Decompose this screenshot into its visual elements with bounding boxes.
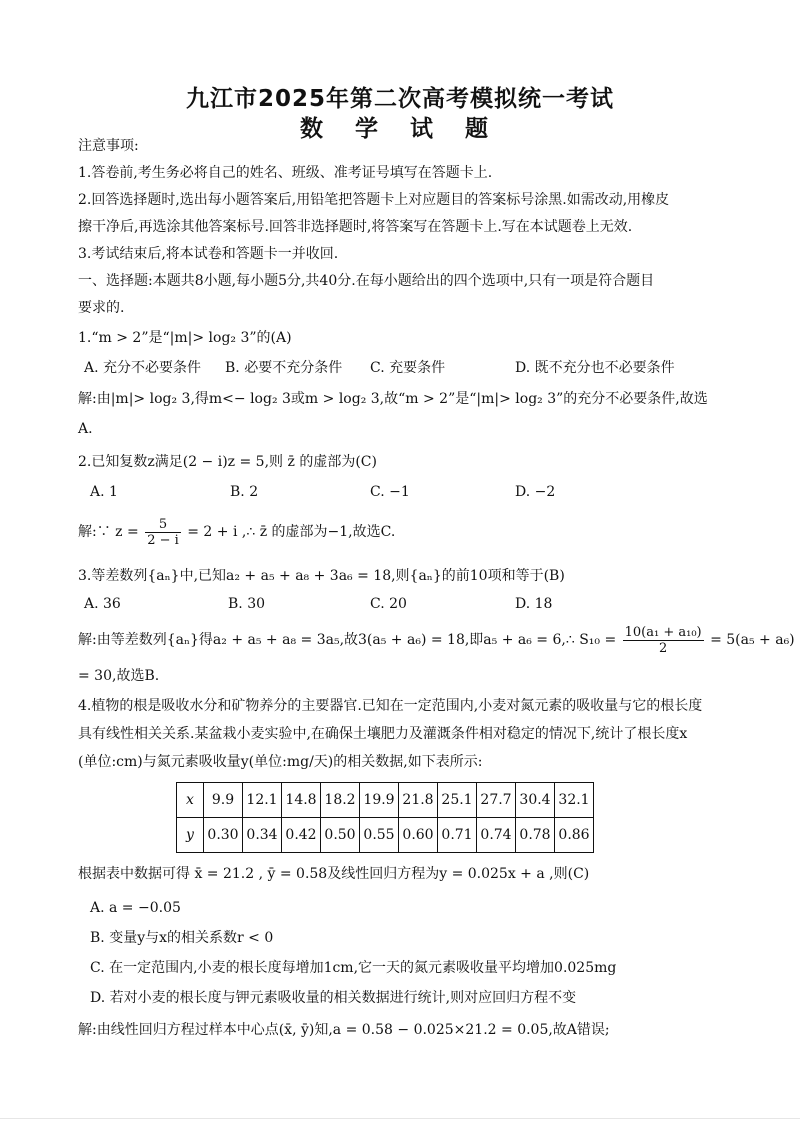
q1-option-c: C. 充要条件 bbox=[370, 360, 446, 376]
table-cell: 19.9 bbox=[360, 783, 399, 818]
table-cell: 0.55 bbox=[360, 818, 399, 853]
q3-option-d: D. 18 bbox=[515, 596, 553, 612]
table-cell: 0.78 bbox=[516, 818, 555, 853]
table-cell: 18.2 bbox=[321, 783, 360, 818]
q2-option-d: D. −2 bbox=[515, 484, 556, 500]
q3-fraction-denominator: 2 bbox=[658, 640, 668, 656]
q2-solution bbox=[78, 514, 395, 550]
table-cell: 14.8 bbox=[282, 783, 321, 818]
q4-solution: 解:由线性回归方程过样本中心点(x̄, ȳ)知,a = 0.58 − 0.025×21.2 = 0.05,故A错误; bbox=[78, 1022, 610, 1038]
q1-solution-line-2: A. bbox=[78, 421, 93, 437]
exam-title: 九江市2025年第二次高考模拟统一考试 bbox=[185, 86, 614, 112]
q4-stem-line-3: (单位:cm)与氮元素吸收量y(单位:mg/天)的相关数据,如下表所示: bbox=[78, 754, 483, 770]
table-cell: 0.74 bbox=[477, 818, 516, 853]
table-cell: 27.7 bbox=[477, 783, 516, 818]
table-row-x bbox=[177, 783, 594, 818]
q2-fraction-denominator: 2 − i bbox=[147, 532, 179, 548]
q4-option-a: A. a = −0.05 bbox=[90, 900, 181, 916]
notice-item-3: 3.考试结束后,将本试卷和答题卡一并收回. bbox=[78, 246, 339, 262]
table-cell: 9.9 bbox=[204, 783, 243, 818]
table-cell: 21.8 bbox=[399, 783, 438, 818]
q4-data-table bbox=[176, 782, 594, 853]
table-row-y bbox=[177, 818, 594, 853]
q2-solution-prefix: 解:∵ z = bbox=[78, 524, 139, 540]
table-cell: 0.30 bbox=[204, 818, 243, 853]
q2-fraction-numerator: 5 bbox=[145, 517, 181, 533]
table-cell: 0.34 bbox=[243, 818, 282, 853]
q3-solution-line-2: = 30,故选B. bbox=[78, 668, 160, 684]
q3-solution-suffix: = 5(a₅ + a₆) bbox=[710, 632, 795, 648]
notice-item-1: 1.答卷前,考生务必将自己的姓名、班级、准考证号填写在答题卡上. bbox=[78, 165, 493, 181]
table-cell: 0.42 bbox=[282, 818, 321, 853]
table-cell: 32.1 bbox=[555, 783, 594, 818]
q4-stem-line-1: 4.植物的根是吸收水分和矿物养分的主要器官.已知在一定范围内,小麦对氮元素的吸收量与它的根长度 bbox=[78, 698, 703, 714]
table-cell: 0.71 bbox=[438, 818, 477, 853]
table-cell: 0.50 bbox=[321, 818, 360, 853]
section-1-line-2: 要求的. bbox=[78, 300, 125, 316]
table-cell: 12.1 bbox=[243, 783, 282, 818]
table-header-x: x bbox=[177, 783, 204, 818]
table-cell: 0.60 bbox=[399, 818, 438, 853]
page-bottom-divider bbox=[0, 1118, 800, 1119]
q1-solution-line-1: 解:由|m|> log₂ 3,得m<− log₂ 3或m > log₂ 3,故“m > 2”是“|m|> log₂ 3”的充分不必要条件,故选 bbox=[78, 391, 708, 407]
q4-option-d: D. 若对小麦的根长度与钾元素吸收量的相关数据进行统计,则对应回归方程不变 bbox=[90, 990, 577, 1006]
table-cell: 0.86 bbox=[555, 818, 594, 853]
q1-option-d: D. 既不充分也不必要条件 bbox=[515, 360, 675, 376]
q3-stem: 3.等差数列{aₙ}中,已知a₂ + a₅ + a₈ + 3a₆ = 18,则{aₙ}的前10项和等于(B) bbox=[78, 568, 565, 584]
q3-option-c: C. 20 bbox=[370, 596, 407, 612]
q3-solution-prefix: 解:由等差数列{aₙ}得a₂ + a₅ + a₈ = 3a₅,故3(a₅ + a₆) = 18,即a₅ + a₆ = 6,∴ S₁₀ = bbox=[78, 632, 617, 648]
table-cell: 25.1 bbox=[438, 783, 477, 818]
q2-solution-suffix: = 2 + i ,∴ z̄ 的虚部为−1,故选C. bbox=[187, 524, 396, 540]
q3-solution bbox=[78, 622, 795, 658]
q4-option-c: C. 在一定范围内,小麦的根长度每增加1cm,它一天的氮元素吸收量平均增加0.025mg bbox=[90, 960, 617, 976]
q1-option-b: B. 必要不充分条件 bbox=[225, 360, 343, 376]
q2-solution-fraction bbox=[145, 517, 181, 548]
notice-item-2-line-1: 2.回答选择题时,选出每小题答案后,用铅笔把答题卡上对应题目的答案标号涂黑.如需改动,用橡皮 bbox=[78, 192, 670, 208]
q4-option-b: B. 变量y与x的相关系数r < 0 bbox=[90, 930, 274, 946]
subject-title: 数 学 试 题 bbox=[299, 116, 501, 142]
q1-stem: 1.“m > 2”是“|m|> log₂ 3”的(A) bbox=[78, 330, 292, 346]
notice-heading: 注意事项: bbox=[78, 138, 139, 154]
section-1-line-1: 一、选择题:本题共8小题,每小题5分,共40分.在每小题给出的四个选项中,只有一项是符合题目 bbox=[78, 273, 655, 289]
q4-stem-line-2: 具有线性相关关系.某盆栽小麦实验中,在确保土壤肥力及灌溉条件相对稳定的情况下,统计了根长度x bbox=[78, 726, 688, 742]
q3-fraction-numerator: 10(a₁ + a₁₀) bbox=[624, 624, 702, 640]
q1-option-a: A. 充分不必要条件 bbox=[84, 360, 202, 376]
q2-option-b: B. 2 bbox=[230, 484, 259, 500]
q4-after-table: 根据表中数据可得 x̄ = 21.2 , ȳ = 0.58及线性回归方程为y = 0.025x + a ,则(C) bbox=[78, 866, 590, 882]
notice-item-2-line-2: 擦干净后,再选涂其他答案标号.回答非选择题时,将答案写在答题卡上.写在本试题卷上无效. bbox=[78, 219, 633, 235]
table-header-y: y bbox=[177, 818, 204, 853]
q2-stem: 2.已知复数z满足(2 − i)z = 5,则 z̄ 的虚部为(C) bbox=[78, 454, 377, 470]
q3-option-a: A. 36 bbox=[84, 596, 121, 612]
q2-option-c: C. −1 bbox=[370, 484, 410, 500]
q3-solution-fraction bbox=[623, 625, 704, 656]
q2-option-a: A. 1 bbox=[90, 484, 118, 500]
q3-option-b: B. 30 bbox=[228, 596, 266, 612]
table-cell: 30.4 bbox=[516, 783, 555, 818]
